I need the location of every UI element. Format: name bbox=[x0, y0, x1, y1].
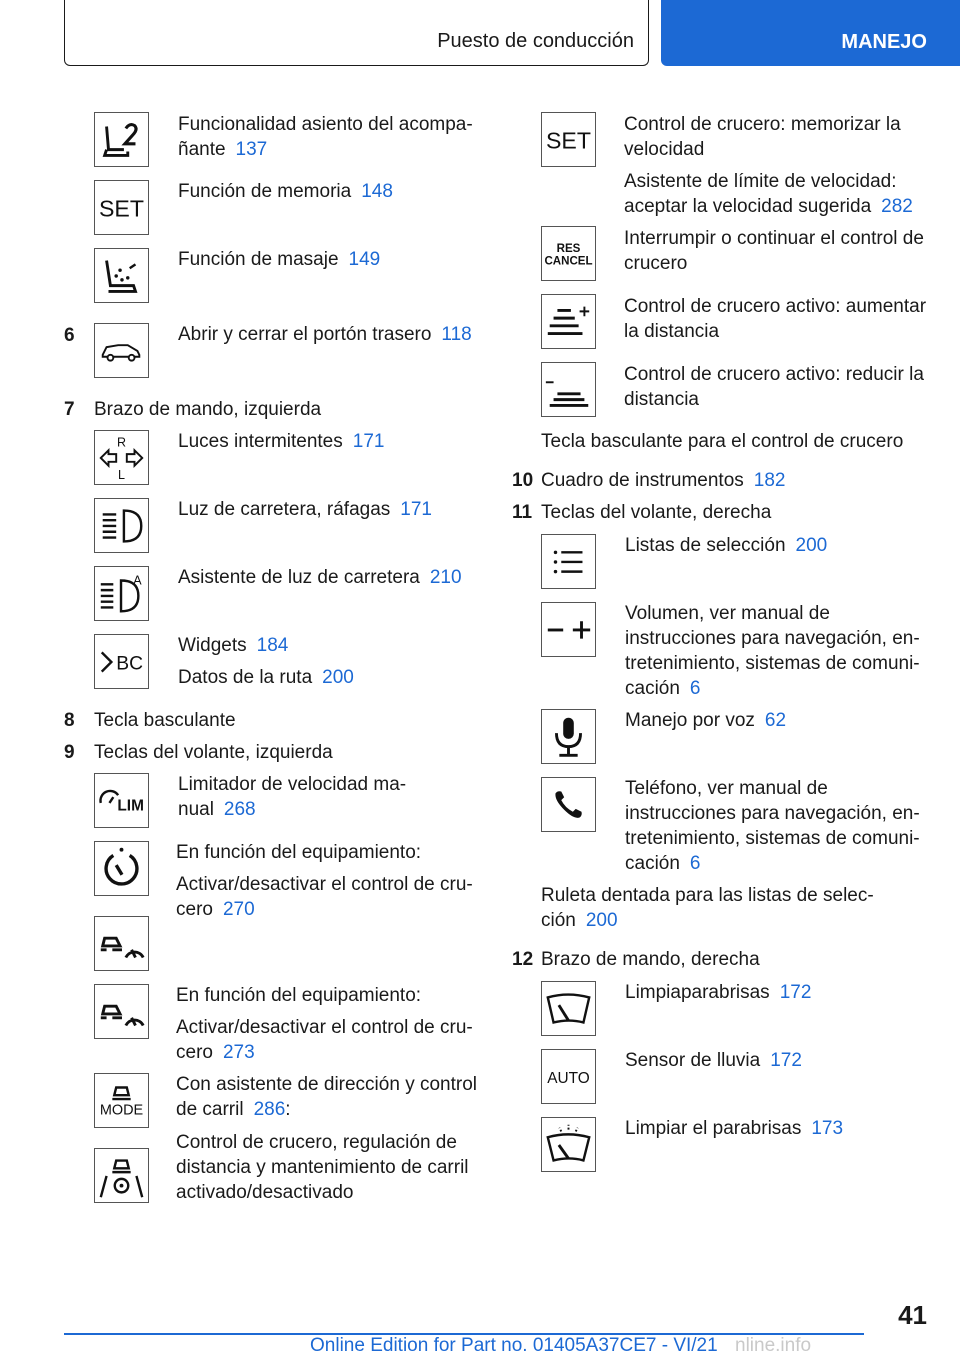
active-cruise-icon bbox=[94, 984, 149, 1039]
label: Control de crucero: memorizar la bbox=[624, 114, 901, 135]
page-ref-link[interactable]: 137 bbox=[235, 139, 268, 160]
label: Asistente de límite de velocidad: bbox=[624, 171, 897, 192]
page-ref-link[interactable]: 210 bbox=[429, 567, 462, 588]
label: cero bbox=[176, 899, 213, 920]
svg-text:RES: RES bbox=[556, 243, 581, 256]
item-number: 7 bbox=[64, 399, 75, 420]
label: ción bbox=[541, 910, 576, 931]
label: distancia y mantenimiento de carril bbox=[176, 1157, 469, 1178]
massage-text bbox=[178, 247, 380, 272]
svg-text:A: A bbox=[133, 573, 142, 588]
widgets-text bbox=[178, 633, 354, 690]
footer-edition: Online Edition for Part no. 01405A37CE7 - VI/21 bbox=[310, 1335, 718, 1356]
label: Datos de la ruta bbox=[178, 667, 313, 688]
page-ref-link[interactable]: 184 bbox=[256, 635, 289, 656]
section-tab[interactable] bbox=[661, 0, 960, 66]
header-box bbox=[64, 0, 649, 66]
label: Limpiar el parabrisas bbox=[625, 1118, 802, 1139]
tailgate-text bbox=[178, 322, 472, 347]
page-number: 41 bbox=[898, 1300, 927, 1330]
phone-icon bbox=[541, 777, 596, 832]
item-number: 12 bbox=[512, 949, 534, 970]
high-beam-text bbox=[178, 497, 432, 522]
label: Abrir y cerrar el portón trasero bbox=[178, 324, 432, 345]
microphone-icon bbox=[541, 709, 596, 764]
item-11-title: Teclas del volante, derecha bbox=[541, 502, 772, 523]
label: Widgets bbox=[178, 635, 247, 656]
distance-increase-icon bbox=[541, 294, 596, 349]
page-ref-link[interactable]: 148 bbox=[361, 181, 393, 202]
label: Con asistente de dirección y control bbox=[176, 1074, 477, 1095]
speed-limiter-icon bbox=[94, 773, 149, 828]
label: aceptar la velocidad sugerida bbox=[624, 196, 872, 217]
page-ref-link[interactable]: 6 bbox=[689, 853, 701, 874]
page-ref-link[interactable]: 172 bbox=[779, 982, 812, 1003]
mode-icon bbox=[94, 1073, 149, 1128]
page-ref-link[interactable]: 171 bbox=[352, 431, 385, 452]
label: Activar/desactivar el control de cru- bbox=[176, 1017, 473, 1038]
page-ref-link[interactable]: 118 bbox=[441, 324, 472, 345]
label: Luz de carretera, ráfagas bbox=[178, 499, 391, 520]
page-ref-link[interactable]: 182 bbox=[753, 470, 786, 491]
section-tab-label: MANEJO bbox=[841, 31, 927, 53]
label: En función del equipamiento: bbox=[176, 985, 422, 1006]
svg-text:CANCEL: CANCEL bbox=[544, 255, 593, 268]
label: cero bbox=[176, 1042, 213, 1063]
wiper-icon bbox=[541, 981, 596, 1036]
label: distancia bbox=[624, 389, 699, 410]
label: Control de crucero, regulación de bbox=[176, 1132, 457, 1153]
rocker-text: Tecla basculante para el control de crucero bbox=[541, 431, 904, 452]
svg-text:SET: SET bbox=[546, 127, 591, 154]
seat-2-icon bbox=[94, 112, 149, 167]
volume-icon bbox=[541, 602, 596, 657]
label: : bbox=[285, 1099, 291, 1120]
item-10-title bbox=[541, 468, 785, 493]
washer-icon bbox=[541, 1117, 596, 1172]
res-cancel-icon bbox=[541, 226, 596, 281]
svg-text:LIM: LIM bbox=[117, 797, 144, 815]
wheel-text bbox=[541, 883, 874, 933]
limiter-text bbox=[178, 772, 406, 822]
svg-text:L: L bbox=[118, 468, 125, 483]
distance-decrease-icon bbox=[541, 362, 596, 417]
label: Control de crucero activo: aumentar bbox=[624, 296, 927, 317]
label: Sensor de lluvia bbox=[625, 1050, 761, 1071]
phone-text bbox=[625, 776, 920, 876]
label: la distancia bbox=[624, 321, 720, 342]
cruise-2-text bbox=[176, 983, 473, 1065]
label: velocidad bbox=[624, 139, 705, 160]
label: activado/desactivado bbox=[176, 1182, 354, 1203]
label: En función del equipamiento: bbox=[176, 842, 422, 863]
high-beam-assist-text bbox=[178, 565, 462, 590]
page-ref-link[interactable]: 282 bbox=[881, 196, 913, 217]
label: cación bbox=[625, 678, 680, 699]
lane-keeping-icon bbox=[94, 1148, 149, 1203]
turn-signal-text bbox=[178, 429, 384, 454]
set-text bbox=[624, 112, 913, 219]
auto-icon bbox=[541, 1049, 596, 1104]
label: Listas de selección bbox=[625, 535, 786, 556]
cruise-distance-icon bbox=[94, 916, 149, 971]
page-ref-link[interactable]: 200 bbox=[795, 535, 828, 556]
set-icon bbox=[94, 180, 149, 235]
page-ref-link[interactable]: 273 bbox=[222, 1042, 255, 1063]
label: nual bbox=[178, 799, 214, 820]
wash-text bbox=[625, 1116, 843, 1141]
item-number: 6 bbox=[64, 325, 75, 346]
label: Interrumpir o continuar el control de bbox=[624, 228, 924, 249]
label: tretenimiento, sistemas de comuni- bbox=[625, 828, 920, 849]
page-ref-link[interactable]: 62 bbox=[764, 710, 787, 731]
svg-text:AUTO: AUTO bbox=[547, 1069, 590, 1087]
page-header bbox=[0, 0, 960, 66]
page-ref-link[interactable]: 268 bbox=[223, 799, 256, 820]
label: crucero bbox=[624, 253, 688, 274]
label: instrucciones para navegación, en- bbox=[625, 803, 920, 824]
label: instrucciones para navegación, en- bbox=[625, 628, 920, 649]
rain-text bbox=[625, 1048, 802, 1073]
turn-signal-icon bbox=[94, 430, 149, 485]
item-number: 9 bbox=[64, 742, 75, 763]
label: Limpiaparabrisas bbox=[625, 982, 770, 1003]
voice-text bbox=[625, 708, 786, 733]
page-ref-link[interactable]: 200 bbox=[585, 910, 618, 931]
item-8-title: Tecla basculante bbox=[94, 710, 236, 731]
label: Función de memoria bbox=[178, 181, 352, 202]
svg-text:MODE: MODE bbox=[99, 1102, 144, 1119]
page-ref-link[interactable]: 270 bbox=[222, 899, 255, 920]
lane-text bbox=[176, 1130, 469, 1205]
item-number: 11 bbox=[512, 502, 533, 523]
high-beam-icon bbox=[94, 498, 149, 553]
page-ref-link[interactable]: 172 bbox=[770, 1050, 802, 1071]
label: ñante bbox=[178, 139, 226, 160]
bc-icon bbox=[94, 634, 149, 689]
page-ref-link[interactable]: 173 bbox=[811, 1118, 844, 1139]
memory-text bbox=[178, 179, 393, 204]
high-beam-assist-icon bbox=[94, 566, 149, 621]
page-ref-link[interactable]: 171 bbox=[400, 499, 432, 520]
page-ref-link[interactable]: 149 bbox=[348, 249, 381, 270]
label: Asistente de luz de carretera bbox=[178, 567, 420, 588]
label: de carril bbox=[176, 1099, 244, 1120]
header-title: Puesto de conducción bbox=[437, 30, 634, 52]
label: Luces intermitentes bbox=[178, 431, 343, 452]
wipers-text bbox=[625, 980, 811, 1005]
set-icon bbox=[541, 112, 596, 167]
item-9-title: Teclas del volante, izquierda bbox=[94, 742, 333, 763]
svg-text:R: R bbox=[116, 435, 127, 450]
mode-text bbox=[176, 1072, 477, 1122]
label: Manejo por voz bbox=[625, 710, 755, 731]
label: Función de masaje bbox=[178, 249, 339, 270]
page-ref-link[interactable]: 286 bbox=[253, 1099, 286, 1120]
label: Ruleta dentada para las listas de selec- bbox=[541, 885, 874, 906]
svg-text:BC: BC bbox=[116, 653, 144, 675]
seat-passenger-text bbox=[178, 112, 473, 162]
page-ref-link[interactable]: 6 bbox=[689, 678, 701, 699]
label: Control de crucero activo: reducir la bbox=[624, 364, 924, 385]
svg-text:SET: SET bbox=[99, 195, 144, 222]
massage-seat-icon bbox=[94, 248, 149, 303]
footer-watermark: nline.info bbox=[735, 1335, 812, 1356]
lists-text bbox=[625, 533, 827, 558]
cruise-1-text bbox=[176, 840, 473, 922]
car-tailgate-icon bbox=[94, 323, 149, 378]
res-text bbox=[624, 226, 924, 276]
dist-minus-text bbox=[624, 362, 924, 412]
item-number: 8 bbox=[64, 710, 75, 731]
item-number: 10 bbox=[512, 470, 534, 491]
dist-plus-text bbox=[624, 294, 926, 344]
label: Funcionalidad asiento del acompa- bbox=[178, 114, 473, 135]
label: cación bbox=[625, 853, 680, 874]
cruise-control-icon bbox=[94, 841, 149, 896]
item-7-title: Brazo de mando, izquierda bbox=[94, 399, 322, 420]
page-ref-link[interactable]: 200 bbox=[322, 667, 354, 688]
list-icon bbox=[541, 534, 596, 589]
label: Volumen, ver manual de bbox=[625, 603, 830, 624]
label: Teléfono, ver manual de bbox=[625, 778, 828, 799]
label: Activar/desactivar el control de cru- bbox=[176, 874, 473, 895]
item-12-title: Brazo de mando, derecha bbox=[541, 949, 760, 970]
volume-text bbox=[625, 601, 920, 701]
label: tretenimiento, sistemas de comuni- bbox=[625, 653, 920, 674]
label: Limitador de velocidad ma- bbox=[178, 774, 407, 795]
label: Cuadro de instrumentos bbox=[541, 470, 744, 491]
